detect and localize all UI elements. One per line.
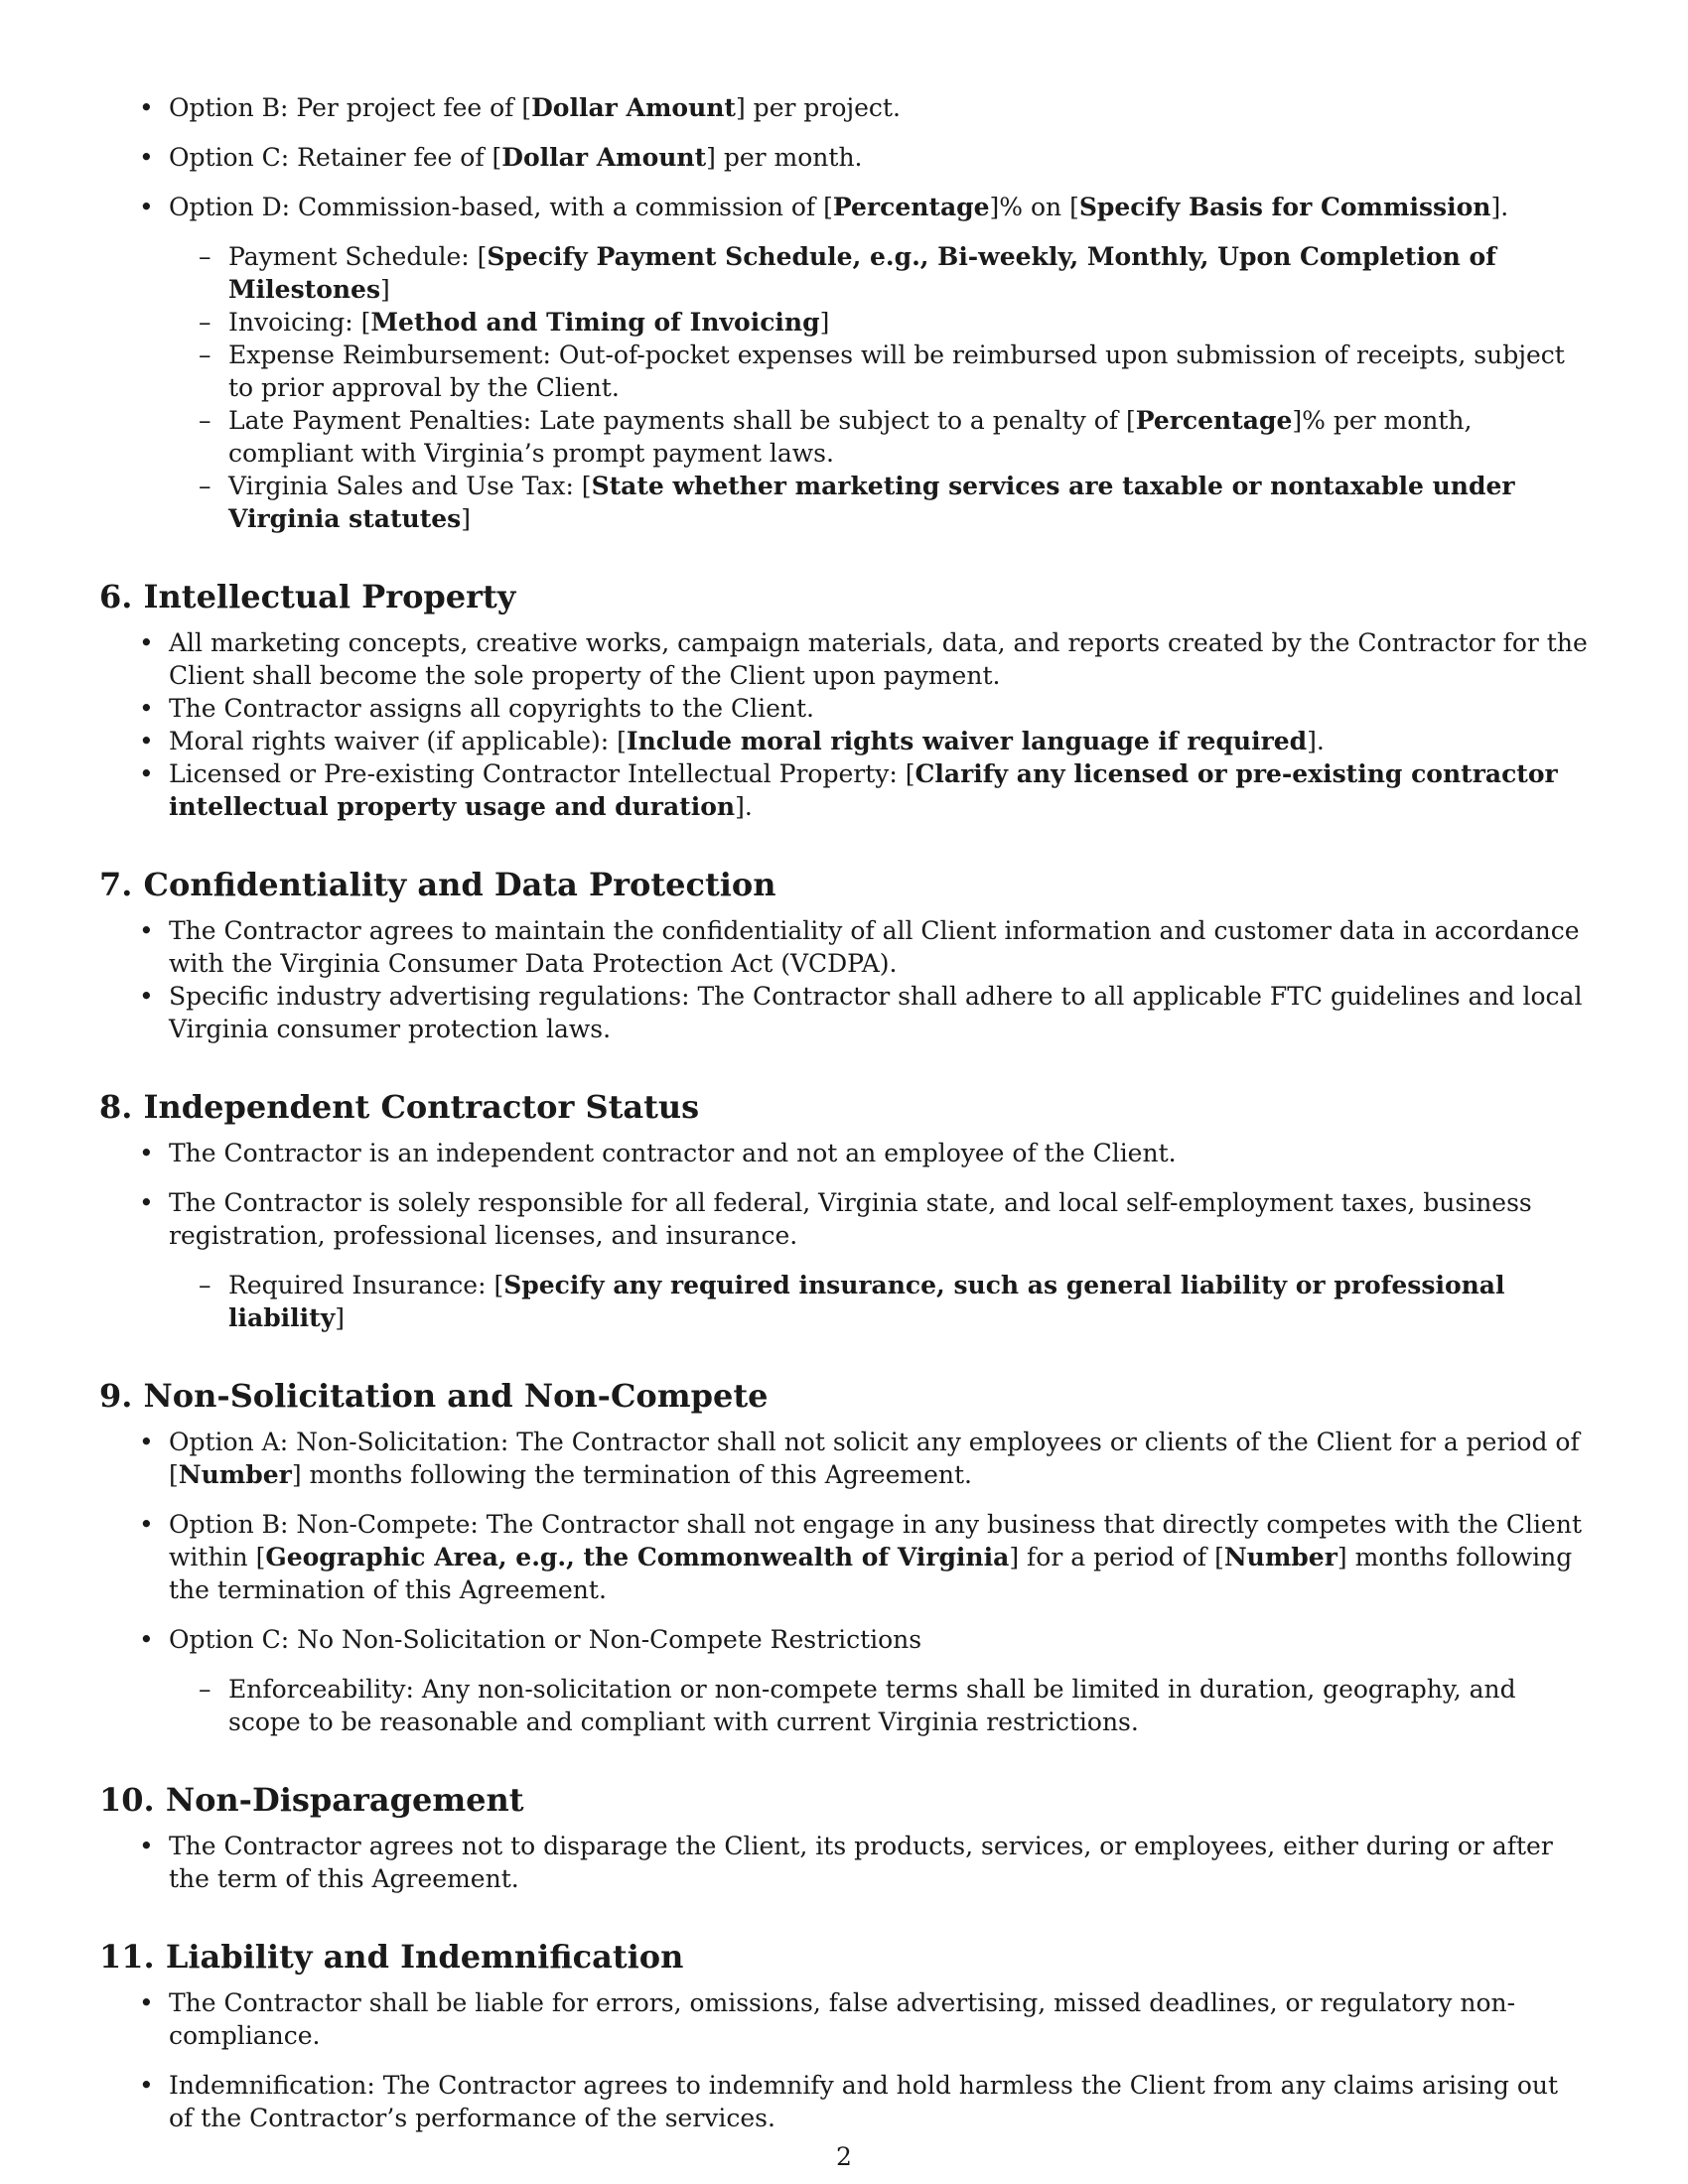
option-d-sublist [99,240,1589,535]
list-item: • Moral rights waiver (if applicable): [Include moral rights waiver language if required]. [99,725,1589,757]
bullet-option-c: • Option C: Retainer fee of [Dollar Amount] per month. [99,141,1589,174]
list-item: • Licensed or Pre-existing Contractor Intellectual Property: [Clarify any licensed or pre-existing contractor intellectual property usage and duration]. [99,757,1589,823]
page-number: 2 [836,2142,852,2171]
sub-payment-schedule: – Payment Schedule: [Specify Payment Schedule, e.g., Bi-weekly, Monthly, Upon Completion of Milestones] [99,240,1589,306]
bullet-option-d: • Option D: Commission-based, with a commission of [Percentage]% on [Specify Basis for Commission]. [99,191,1589,223]
list-item: • Option B: Non-Compete: The Contractor shall not engage in any business that directly competes with the Client within [Geographic Area, e.g., the Commonwealth of Virginia] for a period of [Number] months following the termination of this Agreement. [99,1508,1589,1606]
section-8-list [99,1137,1589,1334]
section-7-heading: 7. Confidentiality and Data Protection [99,866,776,903]
list-item: • Option C: No Non-Solicitation or Non-Compete Restrictions [99,1623,1589,1656]
document-page [99,91,1589,2134]
list-item: • The Contractor agrees to maintain the confidentiality of all Client information and customer data in accordance with the Virginia Consumer Data Protection Act (VCDPA). [99,914,1589,980]
list-item: • Option A: Non-Solicitation: The Contractor shall not solicit any employees or clients of the Client for a period of [Number] months following the termination of this Agreement. [99,1426,1589,1491]
sub-sales-tax: – Virginia Sales and Use Tax: [State whether marketing services are taxable or nontaxable under Virginia statutes] [99,470,1589,535]
sub-late-payment: – Late Payment Penalties: Late payments shall be subject to a penalty of [Percentage]% per month, compliant with Virginia’s prompt payment laws. [99,404,1589,470]
section-6-list [99,626,1589,823]
section-9-heading: 9. Non-Solicitation and Non-Compete [99,1377,769,1415]
list-item: • The Contractor agrees not to disparage the Client, its products, services, or employees, either during or after the term of this Agreement. [99,1830,1589,1895]
list-item: • The Contractor assigns all copyrights to the Client. [99,692,1589,725]
bullet-option-b: • Option B: Per project fee of [Dollar Amount] per project. [99,91,1589,124]
section-7-list [99,914,1589,1045]
section-8-heading: 8. Independent Contractor Status [99,1088,700,1126]
section-11-list [99,1986,1589,2134]
list-item: • The Contractor is solely responsible for all federal, Virginia state, and local self-employment taxes, business registration, professional licenses, and insurance. [99,1186,1589,1252]
section-10-heading: 10. Non-Disparagement [99,1781,524,1819]
list-item: • The Contractor shall be liable for errors, omissions, false advertising, missed deadlines, or regulatory non-compliance. [99,1986,1589,2052]
sub-expense-reimbursement: – Expense Reimbursement: Out-of-pocket expenses will be reimbursed upon submission of receipts, subject to prior approval by the Client. [99,339,1589,404]
sub-invoicing: – Invoicing: [Method and Timing of Invoicing] [99,306,1589,339]
list-item: • The Contractor is an independent contractor and not an employee of the Client. [99,1137,1589,1169]
list-item: • Specific industry advertising regulations: The Contractor shall adhere to all applicable FTC guidelines and local Virginia consumer protection laws. [99,980,1589,1045]
list-item: • All marketing concepts, creative works, campaign materials, data, and reports created by the Contractor for the Client shall become the sole property of the Client upon payment. [99,626,1589,692]
section-6-heading: 6. Intellectual Property [99,578,516,615]
section-9-list [99,1426,1589,1738]
sub-required-insurance: – Required Insurance: [Specify any required insurance, such as general liability or professional liability] [99,1269,1589,1334]
list-item: • Indemnification: The Contractor agrees to indemnify and hold harmless the Client from any claims arising out of the Contractor’s performance of the services. [99,2069,1589,2134]
sub-enforceability: – Enforceability: Any non-solicitation or non-compete terms shall be limited in duration, geography, and scope to be reasonable and compliant with current Virginia restrictions. [99,1673,1589,1738]
section-11-heading: 11. Liability and Indemnification [99,1938,684,1976]
section-10-list [99,1830,1589,1895]
